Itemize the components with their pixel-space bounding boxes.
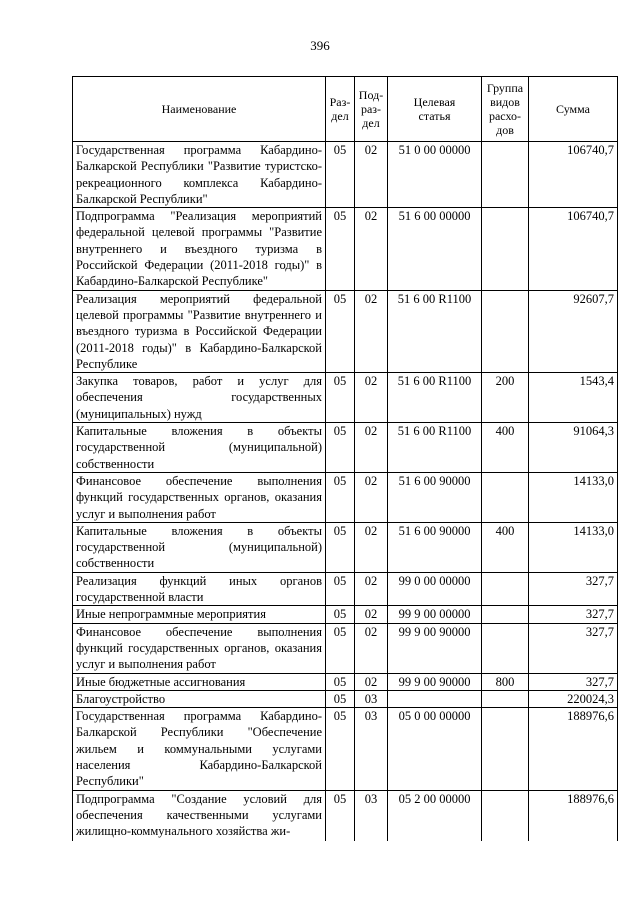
row-amount: 92607,7 <box>529 290 618 372</box>
row-expense-group <box>482 472 529 522</box>
table-row <box>73 673 618 690</box>
row-amount: 327,7 <box>529 606 618 623</box>
row-section: 05 <box>326 572 355 606</box>
page-number: 396 <box>310 38 330 53</box>
row-target-article: 99 9 00 00000 <box>388 606 482 623</box>
row-name: Капитальные вложения в объекты государственной (муниципальной) собственности <box>73 423 326 473</box>
header-subsection <box>355 77 388 142</box>
table-row <box>73 208 618 290</box>
row-target-article: 99 9 00 90000 <box>388 623 482 673</box>
header-target-article <box>388 77 482 142</box>
row-expense-group <box>482 208 529 290</box>
row-subsection: 02 <box>355 208 388 290</box>
row-amount: 327,7 <box>529 673 618 690</box>
row-section: 05 <box>326 373 355 423</box>
row-subsection: 03 <box>355 690 388 707</box>
row-section: 05 <box>326 790 355 841</box>
row-target-article: 51 6 00 R1100 <box>388 373 482 423</box>
header-section <box>326 77 355 142</box>
row-expense-group <box>482 290 529 372</box>
table-row <box>73 790 618 841</box>
table-row <box>73 373 618 423</box>
header-subsection-text: Под- раз- дел <box>358 88 384 130</box>
row-target-article: 51 0 00 00000 <box>388 142 482 208</box>
row-target-article: 51 6 00 90000 <box>388 472 482 522</box>
row-expense-group <box>482 708 529 790</box>
row-target-article: 99 9 00 90000 <box>388 673 482 690</box>
row-expense-group: 800 <box>482 673 529 690</box>
row-target-article: 51 6 00 R1100 <box>388 290 482 372</box>
row-name: Подпрограмма "Реализация мероприятий федеральной целевой программы "Развитие внутреннего и въездного туризма в Российской Федерации (2011-2018 годы)" в Кабардино-Балкарской Республике" <box>73 208 326 290</box>
table-row <box>73 290 618 372</box>
row-expense-group <box>482 142 529 208</box>
row-subsection: 02 <box>355 522 388 572</box>
row-target-article: 99 0 00 00000 <box>388 572 482 606</box>
row-target-article <box>388 690 482 707</box>
row-name: Благоустройство <box>73 690 326 707</box>
row-amount: 14133,0 <box>529 472 618 522</box>
row-name: Финансовое обеспечение выполнения функций государственных органов, оказания услуг и выполнения работ <box>73 472 326 522</box>
table-row <box>73 708 618 790</box>
header-amount: Сумма <box>529 77 618 142</box>
row-section: 05 <box>326 606 355 623</box>
budget-table <box>72 76 618 841</box>
table-row <box>73 606 618 623</box>
header-expense-group-text: Группа видов расхо- дов <box>486 81 524 137</box>
row-expense-group <box>482 606 529 623</box>
table-row <box>73 522 618 572</box>
table-row <box>73 623 618 673</box>
row-section: 05 <box>326 472 355 522</box>
row-subsection: 02 <box>355 472 388 522</box>
row-amount: 106740,7 <box>529 208 618 290</box>
row-expense-group: 400 <box>482 423 529 473</box>
row-subsection: 02 <box>355 673 388 690</box>
row-name: Закупка товаров, работ и услуг для обеспечения государственных (муниципальных) нужд <box>73 373 326 423</box>
row-expense-group <box>482 790 529 841</box>
row-section: 05 <box>326 142 355 208</box>
row-subsection: 02 <box>355 572 388 606</box>
row-name: Иные непрограммные мероприятия <box>73 606 326 623</box>
row-subsection: 02 <box>355 606 388 623</box>
row-amount: 91064,3 <box>529 423 618 473</box>
row-subsection: 03 <box>355 708 388 790</box>
row-section: 05 <box>326 522 355 572</box>
table-row <box>73 572 618 606</box>
row-section: 05 <box>326 208 355 290</box>
row-expense-group <box>482 690 529 707</box>
row-name: Государственная программа Кабардино-Балкарской Республики "Развитие туристско-рекреационного комплекса Кабардино-Балкарской Республики" <box>73 142 326 208</box>
row-subsection: 03 <box>355 790 388 841</box>
row-expense-group <box>482 623 529 673</box>
header-target-article-text: Целевая статья <box>413 95 456 123</box>
row-target-article: 51 6 00 90000 <box>388 522 482 572</box>
header-name: Наименование <box>73 77 326 142</box>
table-row <box>73 690 618 707</box>
header-section-text: Раз- дел <box>329 95 351 123</box>
row-name: Реализация функций иных органов государственной власти <box>73 572 326 606</box>
row-subsection: 02 <box>355 623 388 673</box>
row-expense-group <box>482 572 529 606</box>
row-amount: 220024,3 <box>529 690 618 707</box>
row-name: Иные бюджетные ассигнования <box>73 673 326 690</box>
row-expense-group: 200 <box>482 373 529 423</box>
table-header-row <box>73 77 618 142</box>
row-subsection: 02 <box>355 373 388 423</box>
row-section: 05 <box>326 423 355 473</box>
row-amount: 327,7 <box>529 572 618 606</box>
row-name: Подпрограмма "Создание условий для обеспечения качественными услугами жилищно-коммунального хозяйства жи- <box>73 790 326 841</box>
row-section: 05 <box>326 673 355 690</box>
row-amount: 188976,6 <box>529 790 618 841</box>
row-amount: 327,7 <box>529 623 618 673</box>
row-subsection: 02 <box>355 290 388 372</box>
row-target-article: 05 0 00 00000 <box>388 708 482 790</box>
row-section: 05 <box>326 290 355 372</box>
row-name: Реализация мероприятий федеральной целевой программы "Развитие внутреннего и въездного туризма в Российской Федерации (2011-2018 годы)" в Кабардино-Балкарской Республике <box>73 290 326 372</box>
row-section: 05 <box>326 623 355 673</box>
row-name: Государственная программа Кабардино-Балкарской Республики "Обеспечение жильем и коммунальными услугами населения Кабардино-Балкарской Республики" <box>73 708 326 790</box>
table-row <box>73 472 618 522</box>
row-target-article: 05 2 00 00000 <box>388 790 482 841</box>
table-row <box>73 423 618 473</box>
row-amount: 1543,4 <box>529 373 618 423</box>
row-section: 05 <box>326 708 355 790</box>
row-subsection: 02 <box>355 142 388 208</box>
row-expense-group: 400 <box>482 522 529 572</box>
row-amount: 106740,7 <box>529 142 618 208</box>
row-subsection: 02 <box>355 423 388 473</box>
header-expense-group <box>482 77 529 142</box>
row-name: Финансовое обеспечение выполнения функций государственных органов, оказания услуг и выполнения работ <box>73 623 326 673</box>
row-name: Капитальные вложения в объекты государственной (муниципальной) собственности <box>73 522 326 572</box>
row-amount: 14133,0 <box>529 522 618 572</box>
row-section: 05 <box>326 690 355 707</box>
row-target-article: 51 6 00 R1100 <box>388 423 482 473</box>
row-amount: 188976,6 <box>529 708 618 790</box>
row-target-article: 51 6 00 00000 <box>388 208 482 290</box>
table-row <box>73 142 618 208</box>
